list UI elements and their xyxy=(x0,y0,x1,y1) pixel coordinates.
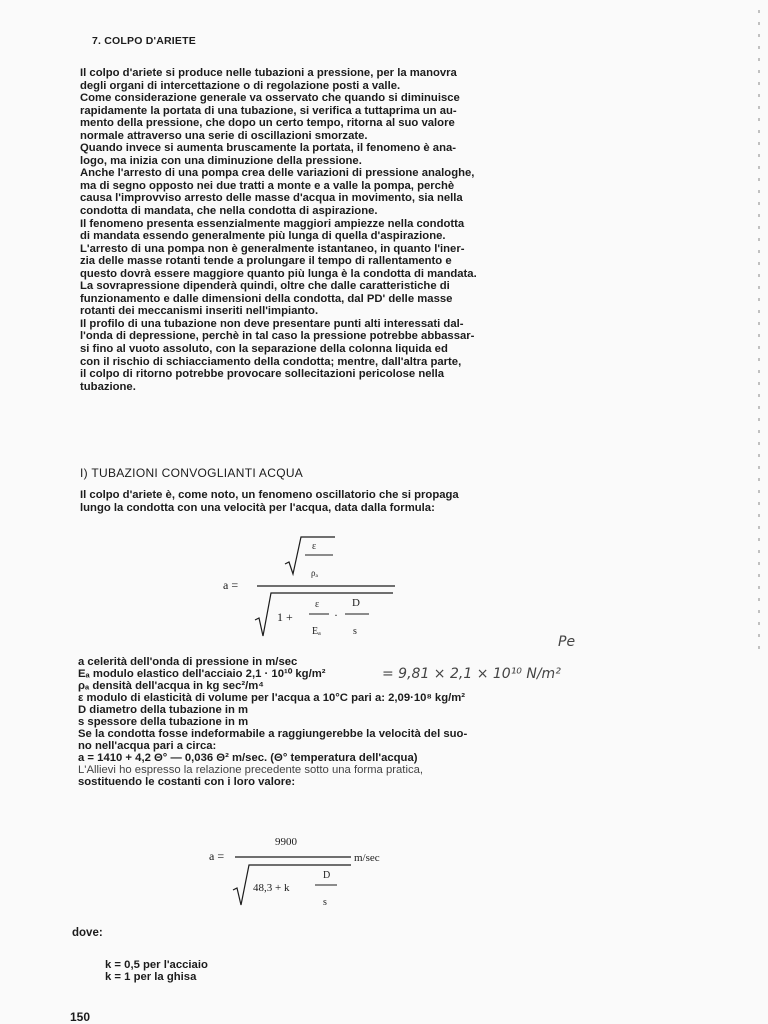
body-line: l'onda di depressione, perchè in tal caso la pressione potrebbe abbassar- xyxy=(80,330,475,343)
body-line: si fino al vuoto assoluto, con la separazione della colonna liquida ed xyxy=(80,343,448,356)
formula-den-const: 48,3 + k xyxy=(253,882,290,894)
formula-den-one: 1 + xyxy=(277,610,293,624)
formula-numerator: 9900 xyxy=(275,836,297,848)
body-line: logo, ma inizia con una diminuzione della pressione. xyxy=(80,154,362,167)
handwritten-calculation: = 9,81 × 2,1 × 10¹⁰ N/m² xyxy=(382,666,561,682)
body-line: Come considerazione generale va osservato che quando si diminuisce xyxy=(80,92,460,105)
body-line: zia delle masse rotanti tende a prolungare il tempo di rallentamento e xyxy=(80,255,452,268)
definition-line: D diametro della tubazione in m xyxy=(78,704,249,716)
body-line: Il colpo d'ariete si produce nelle tubazioni a pressione, per la manovra xyxy=(80,67,457,79)
formula-num-eps: ε xyxy=(312,541,317,552)
body-line: ma di segno opposto nei due tratti a monte e a valle la pompa, perchè xyxy=(80,179,455,192)
body-line: degli organi di intercettazione o di regolazione posti a valle. xyxy=(80,79,401,92)
body-line: questo dovrà essere maggiore quanto più lunga è la condotta di mandata. xyxy=(80,267,477,280)
body-line: Il fenomeno presenta essenzialmente maggiori ampiezze nella condotta xyxy=(80,217,465,230)
body-line: di mandata essendo generalmente più lunga di quella d'aspirazione. xyxy=(80,230,446,243)
body-line: normale attraverso una serie di oscillazioni smorzate. xyxy=(80,129,368,142)
celerity-formula xyxy=(215,530,405,645)
formula-den-eps: ε xyxy=(315,599,320,610)
formula-num-rho: ρₐ xyxy=(311,568,318,578)
formula-den-dot: · xyxy=(334,608,338,622)
body-line: condotta di mandata, che nella condotta di aspirazione. xyxy=(80,205,378,218)
definition-line: Eₐ modulo elastico dell'acciaio 2,1 · 10¹⁰ kg/m² xyxy=(78,668,326,680)
body-line: L'arresto di una pompa non è generalmente istantaneo, in quanto l'iner- xyxy=(80,242,465,255)
body-line: Quando invece si aumenta bruscamente la portata, il fenomeno è ana- xyxy=(80,142,457,155)
formula-den-s: s xyxy=(323,897,327,908)
formula-lhs: a = xyxy=(223,578,239,592)
where-label: dove: xyxy=(72,927,103,939)
definition-line: Se la condotta fosse indeformabile a raggiungerebbe la velocità del suo- xyxy=(78,728,468,740)
formula-lhs: a = xyxy=(209,849,225,863)
subsection-heading: I) TUBAZIONI CONVOGLIANTI ACQUA xyxy=(80,466,304,480)
intro-paragraph xyxy=(80,489,459,515)
body-line: con il rischio di schiacciamento della condotta; mentre, dall'altra parte, xyxy=(80,355,462,368)
definition-line: a celerità dell'onda di pressione in m/sec xyxy=(78,656,298,668)
body-line: funzionamento e dalle dimensioni della condotta, dal PD' delle masse xyxy=(80,292,453,305)
k-values-list xyxy=(105,959,208,983)
body-line: mento della pressione, che dopo un certo tempo, ritorna al suo valore xyxy=(80,117,455,130)
k-value-line: k = 0,5 per l'acciaio xyxy=(105,959,208,971)
intro-line: Il colpo d'ariete è, come noto, un fenomeno oscillatorio che si propaga xyxy=(80,489,459,501)
definition-line: ρₐ densità dell'acqua in kg sec²/m⁴ xyxy=(78,680,264,692)
body-line: rotanti dei meccanismi inseriti nell'impianto. xyxy=(80,305,319,318)
formula-den-D: D xyxy=(352,597,360,609)
intro-line: lungo la condotta con una velocità per l'acqua, data dalla formula: xyxy=(80,502,435,514)
definition-line: ε modulo di elasticità di volume per l'acqua a 10°C pari a: 2,09·10⁸ kg/m² xyxy=(78,692,466,704)
formula-den-Ea: Eₐ xyxy=(312,626,321,637)
definition-line: no nell'acqua pari a circa: xyxy=(78,740,217,752)
definition-line: L'Allievi ho espresso la relazione precedente sotto una forma pratica, xyxy=(78,764,424,776)
handwritten-pe: Pe xyxy=(558,634,576,650)
body-line: Il profilo di una tubazione non deve presentare punti alti interessati dal- xyxy=(80,317,464,330)
section-title: 7. COLPO D'ARIETE xyxy=(92,35,196,47)
body-paragraphs xyxy=(80,67,550,393)
body-line: rapidamente la portata di una tubazione, si verifica a tuttaprima un au- xyxy=(80,104,457,117)
definition-line: s spessore della tubazione in m xyxy=(78,716,249,728)
body-line: Anche l'arresto di una pompa crea delle variazioni di pressione analoghe, xyxy=(80,167,475,180)
body-line: tubazione. xyxy=(80,380,136,393)
allievi-formula xyxy=(205,832,425,912)
definition-line: a = 1410 + 4,2 Θ° — 0,036 Θ² m/sec. (Θ° temperatura dell'acqua) xyxy=(78,752,418,764)
body-line: causa l'improvviso arresto delle masse d'acqua in movimento, sia nella xyxy=(80,192,463,205)
definition-line: sostituendo le costanti con i loro valore: xyxy=(78,776,296,788)
formula-den-D: D xyxy=(323,870,331,881)
k-value-line: k = 1 per la ghisa xyxy=(105,971,197,983)
symbol-definitions xyxy=(78,656,558,788)
page-number: 150 xyxy=(70,1010,91,1024)
formula-units: m/sec xyxy=(354,852,380,864)
body-line: La sovrapressione dipenderà quindi, oltre che dalle caratteristiche di xyxy=(80,280,450,293)
scan-edge-marks xyxy=(757,10,761,650)
formula-den-s: s xyxy=(353,626,357,637)
body-line: il colpo di ritorno potrebbe provocare sollecitazioni pericolose nella xyxy=(80,368,445,381)
